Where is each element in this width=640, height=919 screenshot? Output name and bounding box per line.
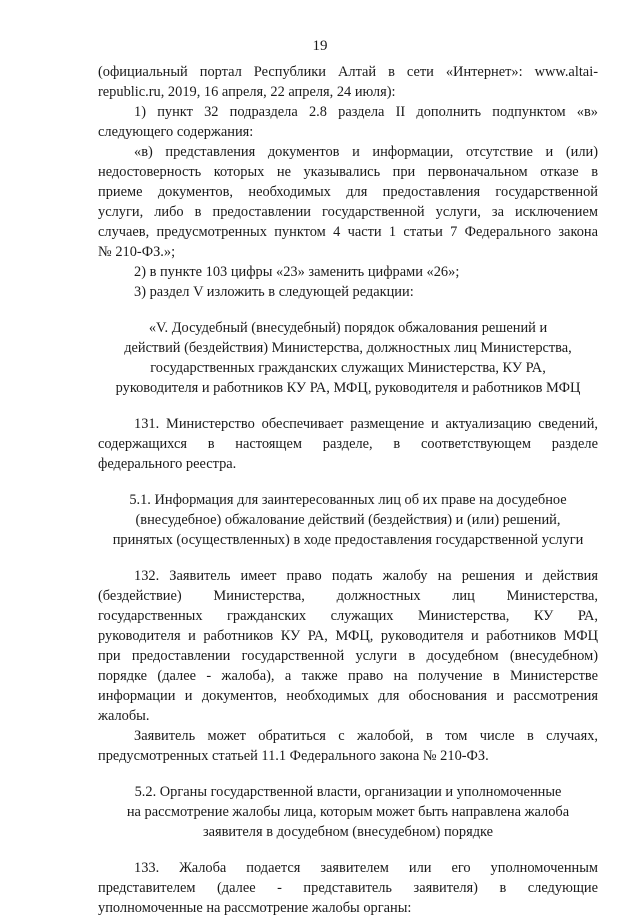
text-line: republic.ru, 2019, 16 апреля, 22 апреля, 24 июля): [98, 84, 396, 100]
text-line: случаев, предусмотренных пунктом 4 части 1 статьи 7 Федерального закона [98, 224, 598, 240]
section-heading: действий (бездействия) Министерства, должностных лиц Министерства, [124, 340, 572, 356]
section-heading: руководителя и работников КУ РА, МФЦ, руководителя и работников МФЦ [115, 380, 581, 396]
section-heading: государственных гражданских служащих Министерства, КУ РА, [150, 360, 546, 376]
text-line: приеме документов, необходимых для предоставления государственной [98, 184, 598, 200]
text-line: недостоверность которых не указывались при первоначальном отказе в [98, 164, 598, 180]
text-line: 1) пункт 32 подраздела 2.8 раздела II дополнить подпунктом «в» [134, 104, 598, 120]
text-line: услуги, либо в предоставлении государственной услуги, за исключением [98, 204, 598, 220]
text-line: (официальный портал Республики Алтай в сети «Интернет»: www.altai- [98, 64, 598, 80]
text-line: содержащихся в настоящем разделе, в соответствующем разделе [98, 436, 598, 452]
text-line: Заявитель может обратиться с жалобой, в том числе в случаях, [134, 728, 598, 744]
text-line: уполномоченные на рассмотрение жалобы органы: [98, 900, 412, 916]
text-line: (бездействие) Министерства, должностных лиц Министерства, [98, 588, 598, 604]
subsection-heading: 5.2. Органы государственной власти, организации и уполномоченные [134, 784, 562, 800]
subsection-heading: заявителя в досудебном (внесудебном) порядке [202, 824, 494, 840]
text-line: жалобы. [98, 708, 150, 724]
subsection-heading: принятых (осуществленных) в ходе предоставления государственной услуги [112, 532, 584, 548]
subsection-heading: 5.1. Информация для заинтересованных лиц об их праве на досудебное [129, 492, 567, 508]
subsection-heading: (внесудебное) обжалование действий (бездействия) и (или) решений, [135, 512, 561, 528]
text-line: 133. Жалоба подается заявителем или его уполномоченным [134, 860, 598, 876]
page-number: 19 [312, 38, 328, 54]
text-line: 131. Министерство обеспечивает размещение и актуализацию сведений, [134, 416, 598, 432]
text-line: информации и документов, необходимых для обоснования и рассмотрения [98, 688, 598, 704]
text-line: представителем (далее - представитель заявителя) в следующие [98, 880, 598, 896]
text-line: 2) в пункте 103 цифры «23» заменить цифрами «26»; [134, 264, 460, 280]
subsection-heading: на рассмотрение жалобы лица, которым может быть направлена жалоба [126, 804, 570, 820]
text-line: предусмотренных статьей 11.1 Федерального закона № 210-ФЗ. [98, 748, 489, 764]
section-heading: «V. Досудебный (внесудебный) порядок обжалования решений и [148, 320, 548, 336]
text-line: государственных гражданских служащих Министерства, КУ РА, [98, 608, 598, 624]
text-line: руководителя и работников КУ РА, МФЦ, руководителя и работников МФЦ [98, 628, 598, 644]
text-line: 3) раздел V изложить в следующей редакции: [134, 284, 414, 300]
text-line: 132. Заявитель имеет право подать жалобу на решения и действия [134, 568, 598, 584]
text-line: порядке (далее - жалоба), а также право на получение в Министерстве [98, 668, 598, 684]
text-line: № 210-ФЗ.»; [98, 244, 176, 260]
text-line: при предоставлении государственной услуги в досудебном (внесудебном) [98, 648, 598, 664]
text-line: «в) представления документов и информации, отсутствие и (или) [134, 144, 598, 160]
text-line: следующего содержания: [98, 124, 254, 140]
text-line: федерального реестра. [98, 456, 237, 472]
